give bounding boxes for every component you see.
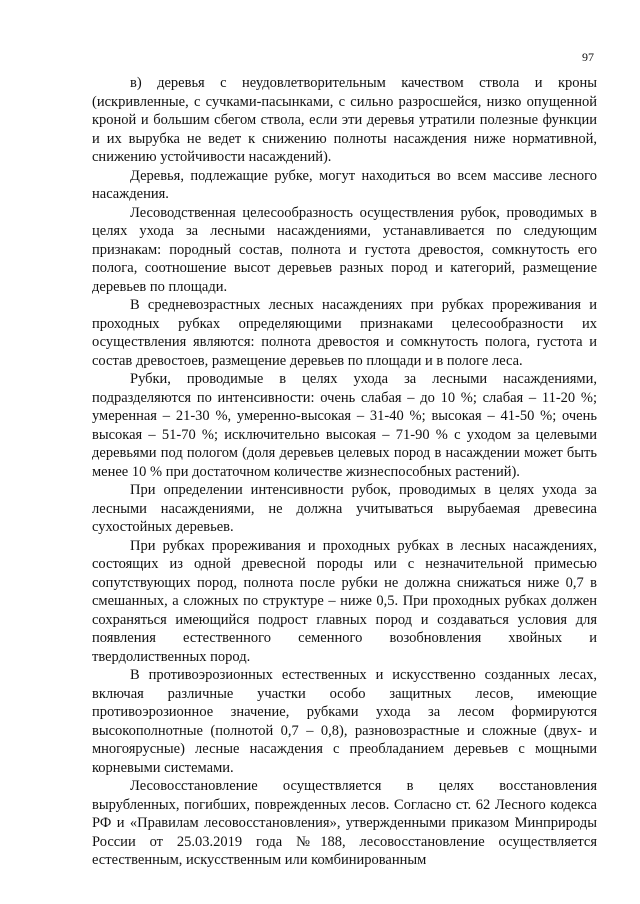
paragraph-3: Лесоводственная целесообразность осуществления рубок, проводимых в целях ухода за лесными насаждениями, устанавливается по следующим признакам: породный состав, полнота и густота древостоя, сомкнутость его полога, соотношение высот деревьев разных пород и категорий, размещение деревьев по площади. <box>92 204 597 295</box>
paragraph-8: В противоэрозионных естественных и искусственно созданных лесах, включая различные участки особо защитных лесов, имеющие противоэрозионное значение, рубками ухода за лесом формируются высокополнотные (полнотой 0,7 – 0,8), разновозрастные и сложные (двух- и многоярусные) лесные насаждения с преобладанием деревьев с мощными корневыми системами. <box>92 667 597 776</box>
paragraph-4: В средневозрастных лесных насаждениях при рубках прореживания и проходных рубках определяющими признаками целесообразности их осуществления являются: полнота древостоя и сомкнутость полога, густота и состав древостоев, размещение деревьев по площади и в пологе леса. <box>92 297 597 369</box>
paragraph-9: Лесовосстановление осуществляется в целях восстановления вырубленных, погибших, поврежденных лесов. Согласно ст. 62 Лесного кодекса РФ и «Правилам лесовосстановления», утвержденными приказом Минприроды России от 25.03.2019 года №188, лесовосстановление осуществляется естественным, искусственным или комбинированным <box>92 778 597 868</box>
paragraph-2: Деревья, подлежащие рубке, могут находиться во всем массиве лесного насаждения. <box>92 167 597 202</box>
page-number: 97 <box>582 50 594 64</box>
body-text <box>92 74 597 870</box>
paragraph-1: в) деревья с неудовлетворительным качеством ствола и кроны (искривленные, с сучками-пасынками, с сильно разросшейся, низко опущенной кроной и большим сбегом ствола, если эти деревья утратили полезные функции и их вырубка не ведет к снижению полноты насаждения ниже нормативной, снижению устойчивости насаждений). <box>92 75 597 165</box>
paragraph-6: При определении интенсивности рубок, проводимых в целях ухода за лесными насаждениями, не должна учитываться вырубаемая древесина сухостойных деревьев. <box>92 482 597 535</box>
paragraph-5: Рубки, проводимые в целях ухода за лесными насаждениями, подразделяются по интенсивности: очень слабая – до 10 %; слабая – 11-20 %; умеренная – 21-30 %, умеренно-высокая – 31-40 %; высокая – 41-50 %; очень высокая – 51-70 %; исключительно высокая – 71-90 % с уходом за целевыми деревьями под пологом (доля деревьев целевых пород в насаждении может быть менее 10 % при достаточном количестве жизнеспособных растений). <box>92 371 597 480</box>
paragraph-7: При рубках прореживания и проходных рубках в лесных насаждениях, состоящих из одной древесной породы или с незначительной примесью сопутствующих пород, полнота после рубки не должна снижаться ниже 0,7 в смешанных, а сложных по структуре – ниже 0,5. При проходных рубках должен сохраняться имеющийся подрост главных пород и создаваться условия для появления естественного семенного возобновления хвойных и твердолиственных пород. <box>92 537 597 665</box>
